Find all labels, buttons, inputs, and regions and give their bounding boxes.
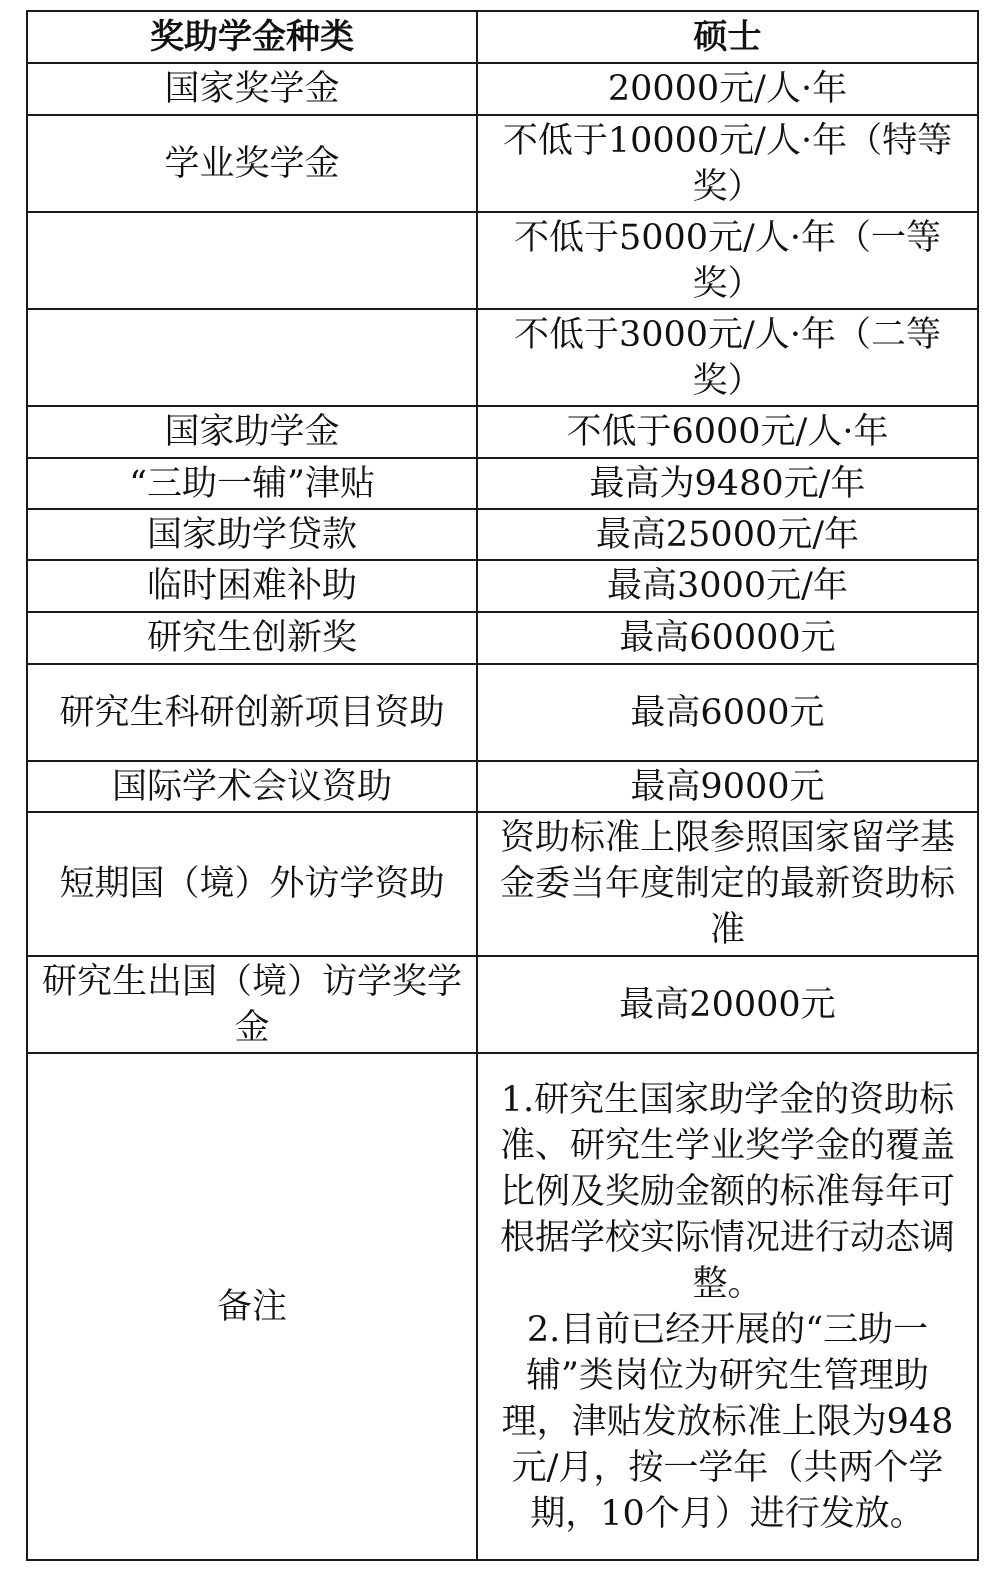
row-amount: 不低于3000元/人·年（二等奖） <box>477 309 978 406</box>
table-row <box>27 309 978 406</box>
table-row <box>27 761 978 812</box>
row-category: 国家助学金 <box>27 406 477 458</box>
row-amount: 最高60000元 <box>477 612 978 664</box>
note-item-2: 2.目前已经开展的“三助一辅”类岗位为研究生管理助理，津贴发放标准上限为948元/月，按一学年（共两个学期，10个月）进行发放。 <box>501 1309 954 1534</box>
table-row <box>27 956 978 1053</box>
row-amount: 资助标准上限参照国家留学基金委当年度制定的最新资助标准 <box>477 812 978 956</box>
table-row <box>27 664 978 761</box>
row-category: “三助一辅”津贴 <box>27 458 477 509</box>
table-row <box>27 509 978 560</box>
row-category: 短期国（境）外访学资助 <box>27 812 477 956</box>
row-amount: 最高为9480元/年 <box>477 458 978 509</box>
notes-label: 备注 <box>27 1053 477 1560</box>
row-category: 国家助学贷款 <box>27 509 477 560</box>
row-category: 学业奖学金 <box>27 115 477 212</box>
row-amount: 最高3000元/年 <box>477 560 978 612</box>
table-row <box>27 212 978 309</box>
row-category: 国际学术会议资助 <box>27 761 477 812</box>
table-row <box>27 115 978 212</box>
header-category: 奖助学金种类 <box>27 11 477 63</box>
row-amount: 不低于10000元/人·年（特等奖） <box>477 115 978 212</box>
row-amount: 最高6000元 <box>477 664 978 761</box>
row-category: 临时困难补助 <box>27 560 477 612</box>
row-category: 国家奖学金 <box>27 63 477 115</box>
table-row <box>27 812 978 956</box>
row-category: 研究生科研创新项目资助 <box>27 664 477 761</box>
row-amount: 不低于5000元/人·年（一等奖） <box>477 212 978 309</box>
row-category: 研究生出国（境）访学奖学金 <box>27 956 477 1053</box>
table-row <box>27 63 978 115</box>
row-amount: 20000元/人·年 <box>477 63 978 115</box>
table-row <box>27 612 978 664</box>
row-amount: 最高25000元/年 <box>477 509 978 560</box>
row-amount: 最高9000元 <box>477 761 978 812</box>
table-row <box>27 560 978 612</box>
row-category <box>27 212 477 309</box>
note-item-1: 1.研究生国家助学金的资助标准、研究生学业奖学金的覆盖比例及奖励金额的标准每年可根据学校实际情况进行动态调整。 <box>499 1079 955 1304</box>
notes-row <box>27 1053 978 1560</box>
row-category: 研究生创新奖 <box>27 612 477 664</box>
notes-content <box>477 1053 978 1560</box>
header-row <box>27 11 978 63</box>
table-row <box>27 406 978 458</box>
row-amount: 最高20000元 <box>477 956 978 1053</box>
scholarship-table <box>26 10 979 1561</box>
row-category <box>27 309 477 406</box>
header-level: 硕士 <box>477 11 978 63</box>
row-amount: 不低于6000元/人·年 <box>477 406 978 458</box>
table-row <box>27 458 978 509</box>
